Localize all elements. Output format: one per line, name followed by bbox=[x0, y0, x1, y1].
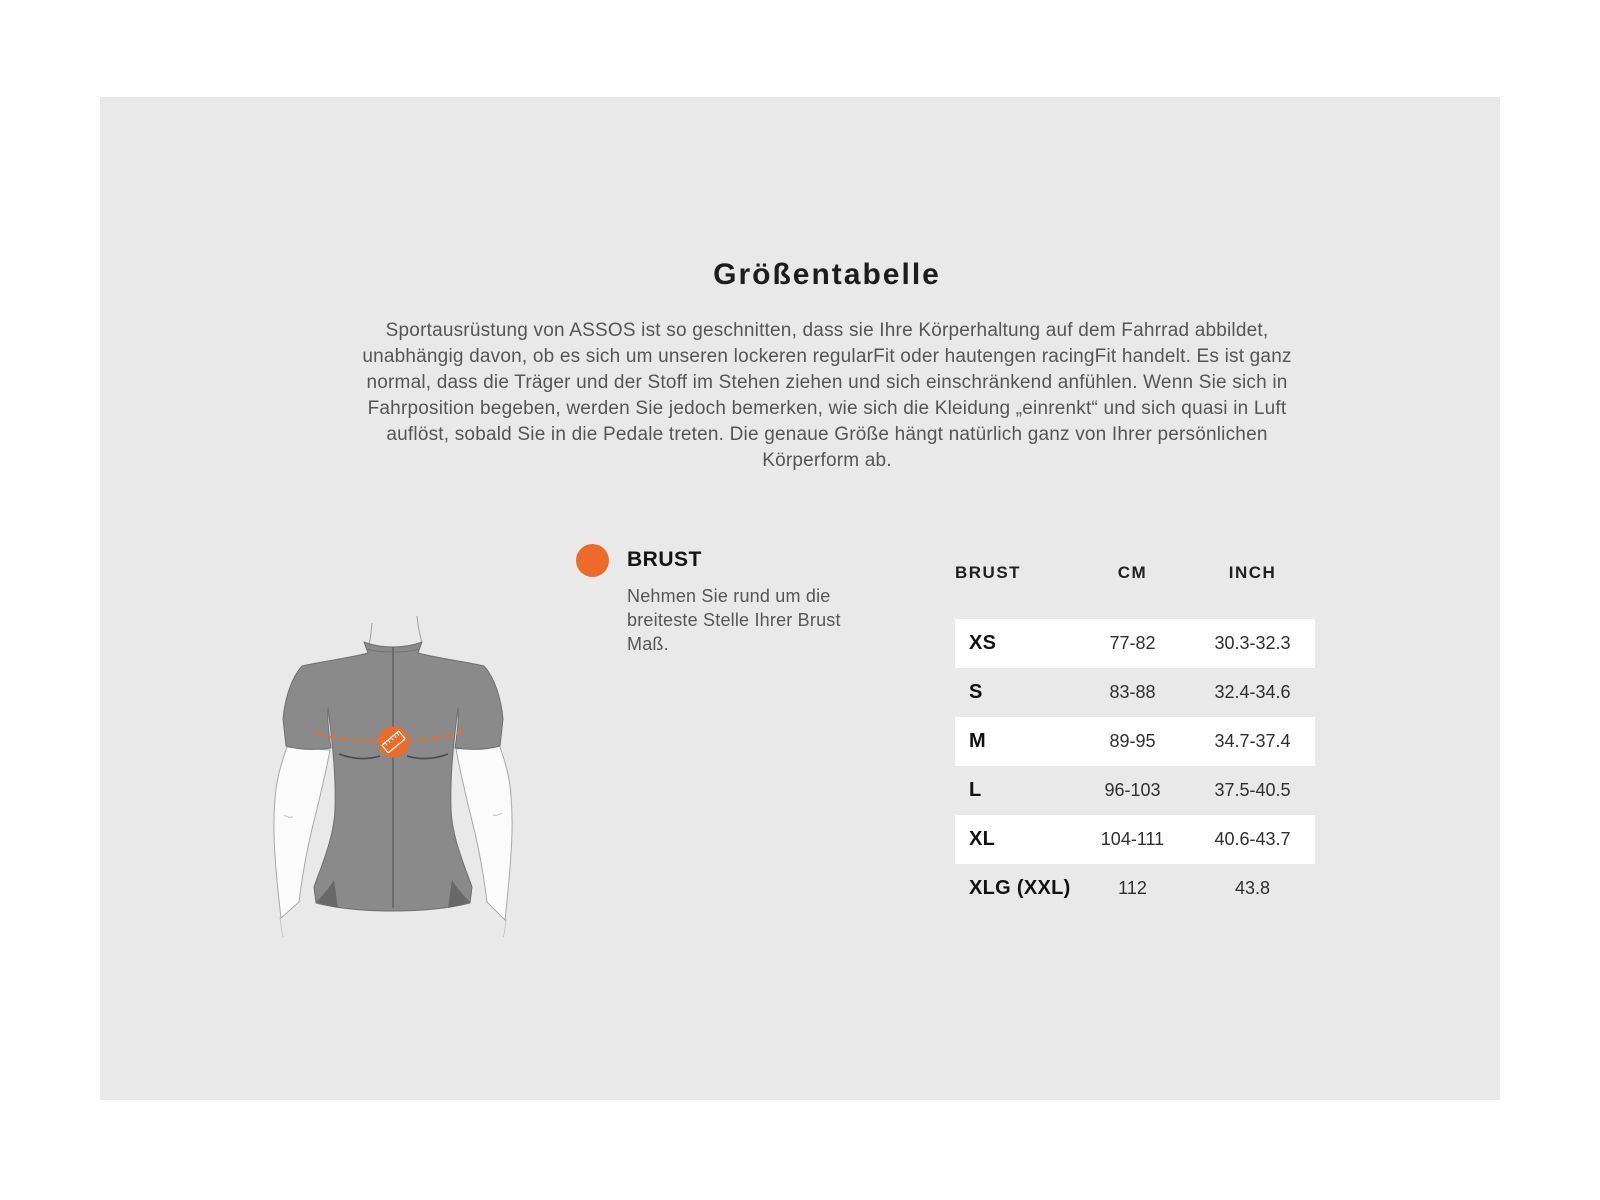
table-cell-inch: 32.4-34.6 bbox=[1214, 682, 1291, 702]
size-guide-panel bbox=[100, 97, 1500, 1100]
table-cell-size: S bbox=[969, 681, 983, 703]
table-cell-size: XLG (XXL) bbox=[969, 877, 1071, 899]
table-cell-cm: 104-111 bbox=[1100, 829, 1165, 849]
table-row bbox=[955, 766, 1315, 815]
table-cell-inch: 30.3-32.3 bbox=[1214, 633, 1291, 653]
table-cell-inch: 34.7-37.4 bbox=[1214, 731, 1291, 751]
table-row bbox=[955, 864, 1315, 913]
jersey-illustration bbox=[240, 587, 560, 937]
size-table-rows bbox=[955, 619, 1315, 913]
table-cell-size: XS bbox=[969, 632, 997, 654]
table-cell-size: M bbox=[969, 730, 986, 752]
page-title: Größentabelle bbox=[713, 258, 941, 291]
measure-title: BRUST bbox=[627, 548, 702, 571]
table-cell-cm: 83-88 bbox=[1109, 682, 1156, 702]
header-cm: CM bbox=[1117, 563, 1148, 582]
table-cell-cm: 77-82 bbox=[1109, 633, 1156, 653]
header-inch: INCH bbox=[1228, 563, 1277, 582]
left-arm bbox=[274, 747, 330, 937]
right-arm bbox=[456, 744, 512, 937]
table-cell-cm: 112 bbox=[1118, 878, 1147, 898]
table-cell-inch: 37.5-40.5 bbox=[1214, 780, 1291, 800]
chest-legend-dot bbox=[576, 544, 609, 577]
table-cell-cm: 89-95 bbox=[1109, 731, 1156, 751]
table-row bbox=[955, 668, 1315, 717]
table-row bbox=[955, 619, 1315, 668]
table-cell-size: XL bbox=[969, 828, 996, 850]
table-cell-inch: 43.8 bbox=[1234, 878, 1271, 898]
table-cell-size: L bbox=[969, 779, 982, 801]
table-row bbox=[955, 717, 1315, 766]
intro-paragraph: Sportausrüstung von ASSOS ist so geschnitten, dass sie Ihre Körperhaltung auf dem Fahrrad abbildet, unabhängig davon, ob es sich um unseren lockeren regularFit oder hautengen racingFit handelt. Es ist ganz normal, dass die Träger und der Stoff im Stehen ziehen und sich einschränkend anfühlen. Wenn Sie sich in Fahrposition begeben, werden Sie jedoch bemerken, wie sich die Kleidung „einrenkt“ und sich quasi in Luft auflöst, sobald Sie in die Pedale treten. Die genaue Größe hängt natürlich ganz von Ihrer persönlichen Körperform ab. bbox=[362, 320, 1292, 471]
header-brust: BRUST bbox=[955, 563, 1022, 582]
table-row bbox=[955, 815, 1315, 864]
measure-description: Nehmen Sie rund um die breiteste Stelle Ihrer Brust Maß. bbox=[627, 586, 841, 654]
neck-lines bbox=[369, 616, 422, 644]
table-cell-cm: 96-103 bbox=[1104, 780, 1161, 800]
table-cell-inch: 40.6-43.7 bbox=[1214, 829, 1291, 849]
size-table-header bbox=[955, 561, 1315, 585]
chest-marker-badge bbox=[378, 727, 409, 758]
